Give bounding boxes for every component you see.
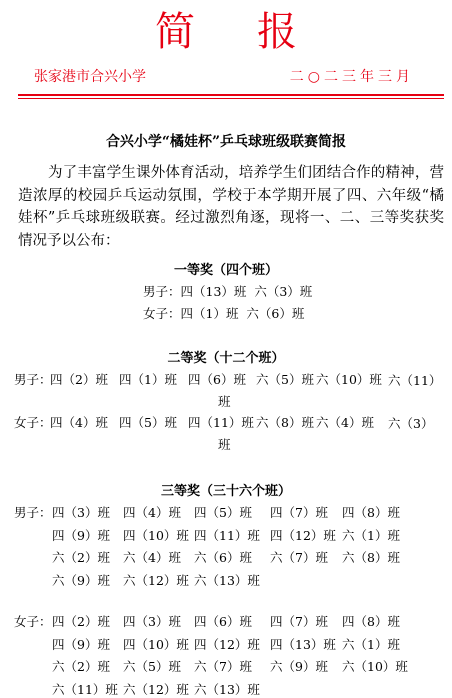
third-prize-boys-class: 六（8）班 xyxy=(342,550,400,565)
third-prize-girls-class: 四（9）班 xyxy=(52,637,110,652)
second-prize-girls-class: 六（4）班 xyxy=(316,415,374,430)
third-prize-girls-label: 女子： xyxy=(14,614,52,629)
second-prize-girls-class: 四（5）班 xyxy=(119,415,177,430)
third-prize-girls-class: 六（7）班 xyxy=(194,659,252,674)
article-title: 合兴小学“橘娃杯”乒乓球班级联赛简报 xyxy=(105,134,347,150)
third-prize-boys-class: 六（2）班 xyxy=(52,550,110,565)
second-prize-girls-label: 女子： xyxy=(14,415,52,430)
second-prize-boys-class: 六（5）班 xyxy=(256,372,314,387)
second-prize-boys-class: 四（1）班 xyxy=(119,372,177,387)
third-prize-boys-class: 六（4）班 xyxy=(123,550,181,565)
third-prize-girls-class: 四（2）班 xyxy=(52,614,110,629)
issue-date: 二○二三年三月 xyxy=(289,69,414,85)
third-prize-boys-class: 六（1）班 xyxy=(342,528,400,543)
third-prize-boys-class: 六（7）班 xyxy=(270,550,328,565)
third-prize-boys-class: 四（3）班 xyxy=(52,505,110,520)
third-prize-girls-class: 四（7）班 xyxy=(270,614,328,629)
first-prize-heading: 一等奖（四个班） xyxy=(173,263,278,278)
third-prize-girls-class: 六（10）班 xyxy=(342,659,408,674)
second-prize-girls-class-wrap: 班 xyxy=(218,437,231,452)
header-divider-thin xyxy=(18,98,444,99)
third-prize-boys-class: 六（9）班 xyxy=(52,573,110,588)
second-prize-boys-class: 四（6）班 xyxy=(188,372,246,387)
third-prize-boys-class: 六（13）班 xyxy=(194,573,260,588)
third-prize-boys-class: 四（8）班 xyxy=(342,505,400,520)
third-prize-girls-class: 六（1）班 xyxy=(342,637,400,652)
second-prize-boys-class: 四（2）班 xyxy=(50,372,108,387)
intro-paragraph: 为了丰富学生课外体育活动，培养学生们团结合作的精神，营造浓厚的校园乒乓运动氛围，学校于本学期开展了四、六年级“橘娃杯”乒乓球班级联赛。经过激烈角逐，现将一、二、三等奖获奖情况予以公布： xyxy=(18,165,444,249)
third-prize-girls-class: 四（6）班 xyxy=(194,614,252,629)
third-prize-boys-class: 六（6）班 xyxy=(194,550,252,565)
third-prize-boys-class: 四（11）班 xyxy=(194,528,260,543)
third-prize-girls-class: 六（9）班 xyxy=(270,659,328,674)
third-prize-boys-class: 四（9）班 xyxy=(52,528,110,543)
third-prize-boys-class: 四（4）班 xyxy=(123,505,181,520)
third-prize-boys-class: 四（7）班 xyxy=(270,505,328,520)
third-prize-girls-class: 四（10）班 xyxy=(123,637,189,652)
third-prize-boys-class: 六（12）班 xyxy=(123,573,189,588)
second-prize-boys-class-wrap: 班 xyxy=(218,394,231,409)
third-prize-girls-class: 六（12）班 xyxy=(123,682,189,697)
third-prize-girls-class: 四（3）班 xyxy=(123,614,181,629)
second-prize-heading: 二等奖（十二个班） xyxy=(167,351,285,366)
second-prize-boys-class: 六（11） xyxy=(388,373,442,388)
second-prize-boys-class: 六（10）班 xyxy=(316,372,382,387)
first-prize-girls: 女子：四（1）班 六（6）班 xyxy=(143,306,305,321)
third-prize-boys-label: 男子： xyxy=(14,505,52,520)
third-prize-boys-class: 四（10）班 xyxy=(123,528,189,543)
second-prize-boys-label: 男子： xyxy=(14,372,52,387)
organization-name: 张家港市合兴小学 xyxy=(34,69,146,85)
third-prize-girls-class: 四（13）班 xyxy=(270,637,336,652)
second-prize-girls-class: 四（11）班 xyxy=(188,415,254,430)
header-divider-thick xyxy=(18,94,444,96)
third-prize-girls-class: 六（2）班 xyxy=(52,659,110,674)
third-prize-girls-class: 四（12）班 xyxy=(194,637,260,652)
third-prize-girls-class: 六（13）班 xyxy=(194,682,260,697)
third-prize-girls-class: 六（5）班 xyxy=(123,659,181,674)
third-prize-boys-class: 四（12）班 xyxy=(270,528,336,543)
third-prize-girls-class: 四（8）班 xyxy=(342,614,400,629)
second-prize-girls-class: 六（3） xyxy=(388,416,434,431)
masthead-title: 简报 xyxy=(155,9,359,55)
third-prize-girls-class: 六（11）班 xyxy=(52,682,118,697)
second-prize-girls-class: 六（8）班 xyxy=(256,415,314,430)
third-prize-heading: 三等奖（三十六个班） xyxy=(160,484,291,499)
first-prize-boys: 男子：四（13）班 六（3）班 xyxy=(143,284,313,299)
third-prize-boys-class: 四（5）班 xyxy=(194,505,252,520)
second-prize-girls-class: 四（4）班 xyxy=(50,415,108,430)
